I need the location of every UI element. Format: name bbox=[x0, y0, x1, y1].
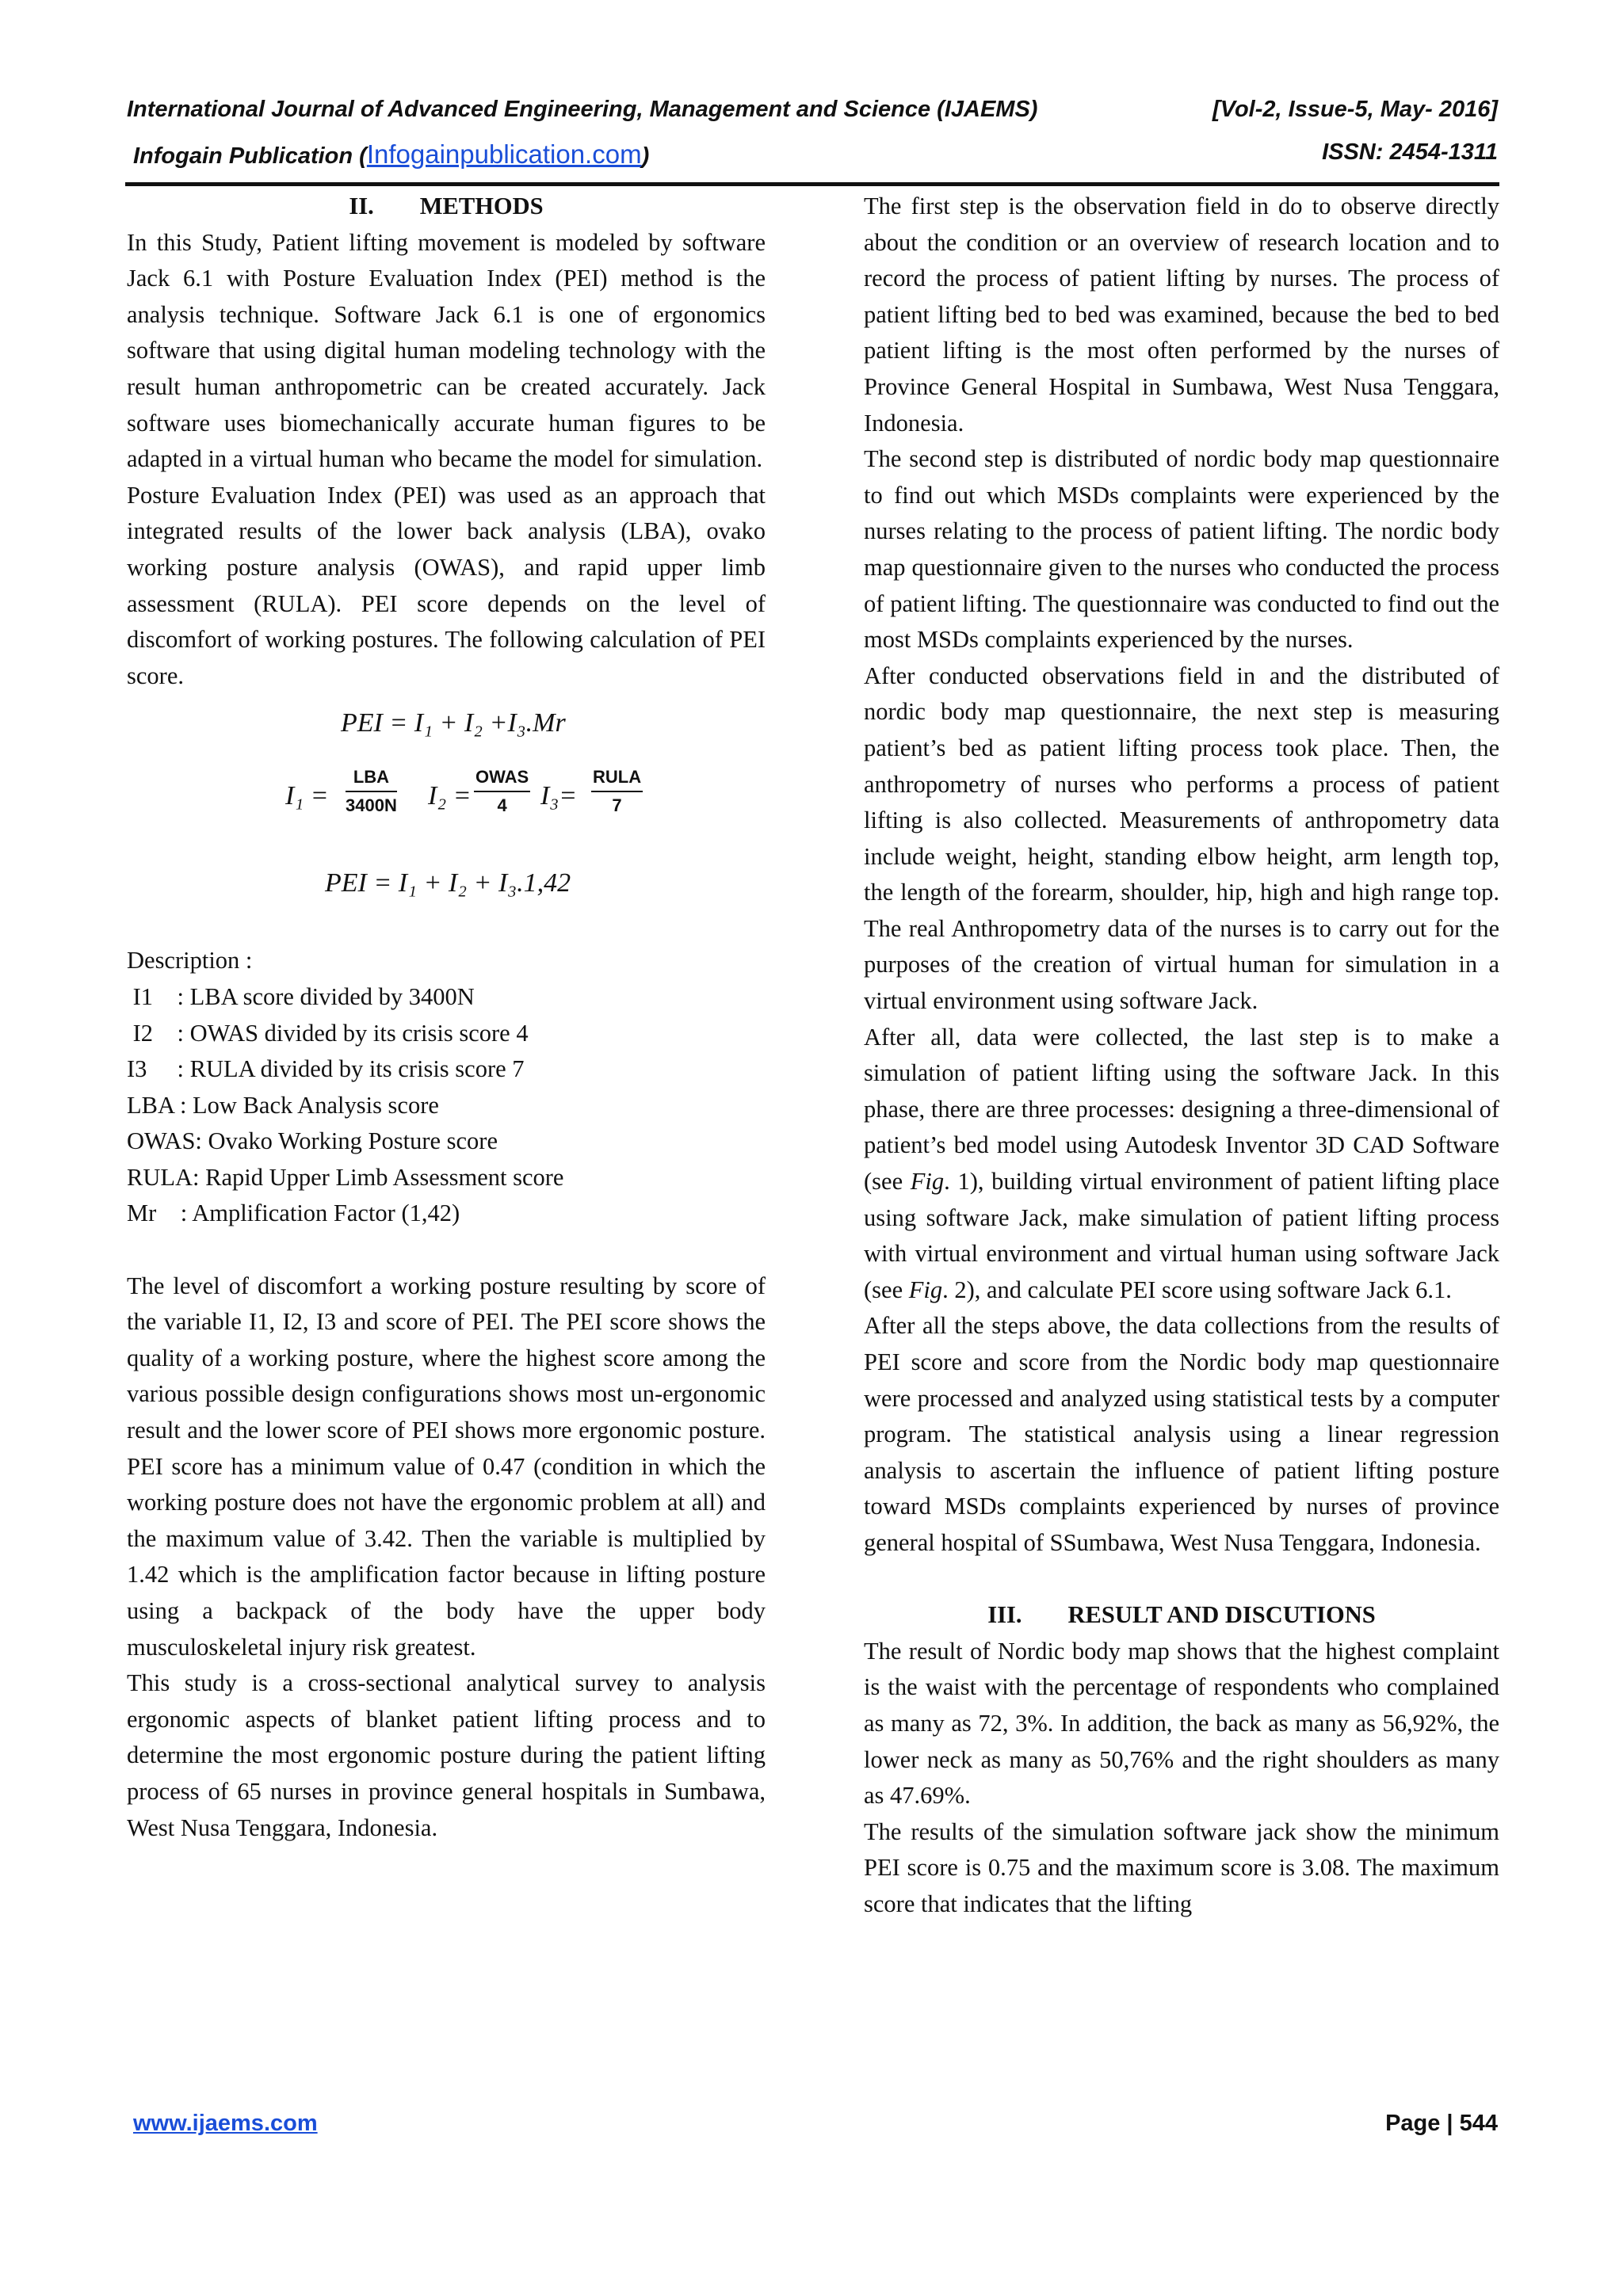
text-run: . 1), building virtual environment of patient lifting place using software Jack, make simulation of patient lifting process with virtual environment and virtual human using software Jack (see bbox=[864, 1168, 1500, 1303]
fraction-numerator: OWAS bbox=[474, 764, 530, 792]
fraction-numerator: LBA bbox=[346, 764, 397, 792]
paragraph: The results of the simulation software jack show the minimum PEI score is 0.75 and the maximum score is 3.08. The maximum score that indicates that the lifting bbox=[864, 1817, 1499, 1917]
description-item: I1 : LBA score divided by 3400N bbox=[127, 982, 475, 1010]
publisher-line bbox=[133, 139, 649, 170]
description-title: Description : bbox=[127, 947, 253, 974]
description-item: RULA: Rapid Upper Limb Assessment score bbox=[127, 1163, 564, 1191]
description-item: OWAS: Ovako Working Posture score bbox=[127, 1127, 498, 1155]
description-item: LBA : Low Back Analysis score bbox=[127, 1091, 439, 1119]
text-run: After all, data were collected, the last step is to make a simulation of patient lifting using the software Jack. In this phase, there are three processes: designing a three-dimensional of patient’s bed model using Autodesk Inventor 3D CAD Software (see bbox=[864, 1023, 1499, 1196]
publisher-suffix: ) bbox=[641, 143, 650, 169]
fraction-numerator: RULA bbox=[591, 764, 643, 792]
publisher-header bbox=[127, 139, 1498, 174]
equation-text: PEI = I₁ + I₂ + I₃.1,42 bbox=[325, 868, 571, 898]
section-title: METHODS bbox=[419, 193, 544, 219]
description-item: I2 : OWAS divided by its crisis score 4 bbox=[127, 1019, 529, 1047]
publisher-prefix: Infogain Publication ( bbox=[133, 143, 367, 169]
i2-label: I₂ = bbox=[428, 781, 472, 811]
spacer bbox=[127, 1232, 766, 1268]
section-heading-methods bbox=[127, 189, 766, 225]
section-number: III. bbox=[987, 1601, 1022, 1629]
paragraph: This study is a cross-sectional analytical survey to analysis ergonomic aspects of blanket patient lifting process and to determine the most ergonomic posture during the patient lifting process of 65 nurses in province general hospitals in Sumbawa, West Nusa Tenggara, Indonesia. bbox=[127, 1669, 766, 1841]
paragraph bbox=[864, 1020, 1499, 1309]
issn: ISSN: 2454-1311 bbox=[1322, 139, 1498, 165]
page-number: Page | 544 bbox=[1385, 2111, 1498, 2136]
section-heading-results bbox=[864, 1597, 1499, 1634]
paragraph: In this Study, Patient lifting movement is modeled by software Jack 6.1 with Posture Evaluation Index (PEI) method is the analysis technique. Software Jack 6.1 is one of ergonomics software that using digital human modeling technology with the result human anthropometric can be created accurately. Jack software uses biomechanically accurate human figures to be adapted in a virtual human who became the model for simulation. bbox=[127, 228, 766, 473]
equation-pei-amplified bbox=[127, 854, 766, 943]
website-link[interactable]: www.ijaems.com bbox=[133, 2111, 318, 2136]
paragraph: After all the steps above, the data collections from the results of PEI score and score from the Nordic body map questionnaire were processed and analyzed using statistical tests by a computer program. The statistical analysis using a linear regression analysis to ascertain the influence of patient lifting posture toward MSDs complaints experienced by nurses of province general hospital of SSumbawa, West Nusa Tenggara, Indonesia. bbox=[864, 1312, 1499, 1556]
figure-ref: Fig bbox=[910, 1168, 945, 1196]
paragraph: The first step is the observation field in do to observe directly about the condition or an overview of research location and to record the process of patient lifting by nurses. The process of patient lifting bed to bed was examined, because the bed to bed patient lifting is the most often performed by the nurses of Province General Hospital in Sumbawa, West Nusa Tenggara, Indonesia. bbox=[864, 193, 1499, 437]
paragraph: The second step is distributed of nordic body map questionnaire to find out which MSDs complaints were experienced by the nurses relating to the process of patient lifting. The nordic body map questionnaire given to the nurses who conducted the process of patient lifting. The questionnaire was conducted to find out the most MSDs complaints experienced by the nurses. bbox=[864, 445, 1499, 654]
paragraph: The level of discomfort a working posture resulting by score of the variable I1, I2, I3 and score of PEI. The PEI score shows the quality of a working posture, where the highest score among the various possible design configurations shows most un-ergonomic result and the lower score of PEI shows more ergonomic posture. PEI score has a minimum value of 0.47 (condition in which the working posture does not have the ergonomic problem at all) and the maximum value of 3.42. Then the variable is multiplied by 1.42 which is the amplification factor because in lifting posture using a backpack of the body have the upper body musculoskeletal injury risk greatest. bbox=[127, 1272, 766, 1661]
equation-fractions bbox=[127, 761, 766, 854]
fraction-denominator: 3400N bbox=[346, 795, 397, 816]
paragraph: The result of Nordic body map shows that the highest complaint is the waist with the percentage of respondents who complained as many as 72, 3%. In addition, the back as many as 56,92%, the lower neck as many as 50,76% and the right shoulders as many as 47.69%. bbox=[864, 1637, 1499, 1810]
volume-info: [Vol-2, Issue-5, May- 2016] bbox=[1212, 97, 1498, 122]
page-footer bbox=[127, 2111, 1498, 2145]
right-column bbox=[864, 189, 1499, 1923]
spacer bbox=[864, 1562, 1499, 1598]
text-run: . 2), and calculate PEI score using software Jack 6.1. bbox=[942, 1276, 1452, 1303]
i3-label: I₃= bbox=[540, 781, 578, 811]
left-column bbox=[127, 189, 766, 1846]
section-title: RESULT AND DISCUTIONS bbox=[1067, 1601, 1376, 1629]
paragraph: After conducted observations field in and the distributed of nordic body map questionnaire, the next step is measuring patient’s bed as patient lifting process took place. Then, the anthropometry of nurses who performs a process of patient lifting is also collected. Measurements of anthropometry data include weight, height, standing elbow height, arm length top, the length of the forearm, shoulder, hip, high and high range top. The real Anthropometry data of the nurses is to carry out for the purposes of the creation of virtual human for simulation in a virtual environment using software Jack. bbox=[864, 662, 1499, 1015]
fraction-owas bbox=[474, 764, 530, 819]
header-rule bbox=[125, 182, 1499, 186]
fraction-denominator: 4 bbox=[497, 795, 507, 816]
fraction-lba bbox=[346, 764, 397, 819]
equation-pei bbox=[127, 694, 766, 761]
i1-label: I₁ = bbox=[285, 781, 329, 811]
journal-title: International Journal of Advanced Engineering, Management and Science (IJAEMS) bbox=[127, 97, 1038, 122]
fraction-rula bbox=[591, 764, 643, 819]
equation-text: PEI = I₁ + I₂ +I₃.Mr bbox=[341, 708, 566, 738]
running-header bbox=[127, 97, 1498, 132]
figure-ref: Fig bbox=[908, 1276, 943, 1303]
paragraph: Posture Evaluation Index (PEI) was used as an approach that integrated results of the lower back analysis (LBA), ovako working posture analysis (OWAS), and rapid upper limb assessment (RULA). PEI score depends on the level of discomfort of working postures. The following calculation of PEI score. bbox=[127, 481, 766, 689]
description-item: Mr : Amplification Factor (1,42) bbox=[127, 1199, 460, 1227]
publisher-link[interactable]: Infogainpublication.com bbox=[366, 139, 642, 169]
section-number: II. bbox=[349, 193, 374, 219]
fraction-denominator: 7 bbox=[612, 795, 622, 816]
description-item: I3 : RULA divided by its crisis score 7 bbox=[127, 1055, 525, 1083]
